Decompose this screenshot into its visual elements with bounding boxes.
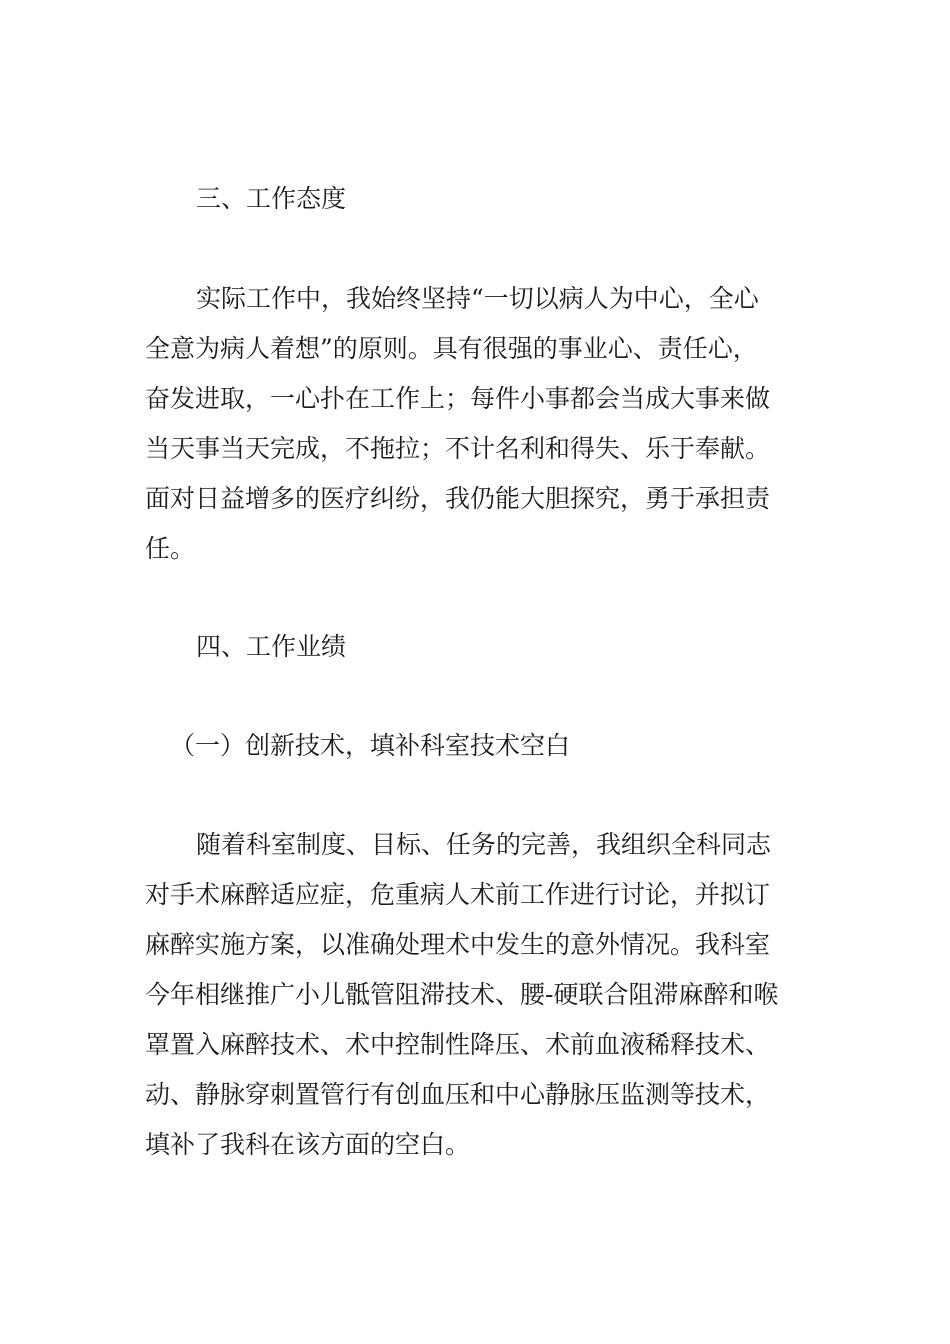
paragraph-line: 任。: [145, 534, 196, 563]
subsection-heading-innovation: （一）创新技术，填补科室技术空白: [170, 731, 571, 760]
section-heading-work-attitude: 三、工作态度: [196, 184, 347, 213]
paragraph-line: 填补了我科在该方面的空白。: [145, 1130, 471, 1159]
paragraph-line: 全意为病人着想”的原则。具有很强的事业心、责任心，: [145, 334, 758, 363]
paragraph-line: 奋发进取，一心扑在工作上；每件小事都会当成大事来做: [145, 384, 771, 413]
paragraph-line: 面对日益增多的医疗纠纷，我仍能大胆探究，勇于承担责: [145, 484, 771, 513]
paragraph-line: 随着科室制度、目标、任务的完善，我组织全科同志: [196, 830, 772, 859]
paragraph-line: 对手术麻醉适应症，危重病人术前工作进行讨论，并拟订: [145, 880, 771, 909]
paragraph-line: 实际工作中，我始终坚持“一切以病人为中心，全心: [196, 284, 759, 313]
paragraph-line: 麻醉实施方案，以准确处理术中发生的意外情况。我科室: [145, 930, 771, 959]
paragraph-work-attitude: [145, 274, 810, 574]
paragraph-line: 当天事当天完成，不拖拉；不计名利和得失、乐于奉献。: [145, 434, 771, 463]
paragraph-line: 罩置入麻醉技术、术中控制性降压、术前血液稀释技术、: [145, 1030, 771, 1059]
paragraph-line: 今年相继推广小儿骶管阻滞技术、腰-硬联合阻滞麻醉和喉: [145, 980, 779, 1009]
paragraph-line: 动、静脉穿刺置管行有创血压和中心静脉压监测等技术，: [145, 1080, 771, 1109]
paragraph-innovation: [145, 820, 810, 1170]
section-heading-work-achievements: 四、工作业绩: [196, 632, 347, 661]
